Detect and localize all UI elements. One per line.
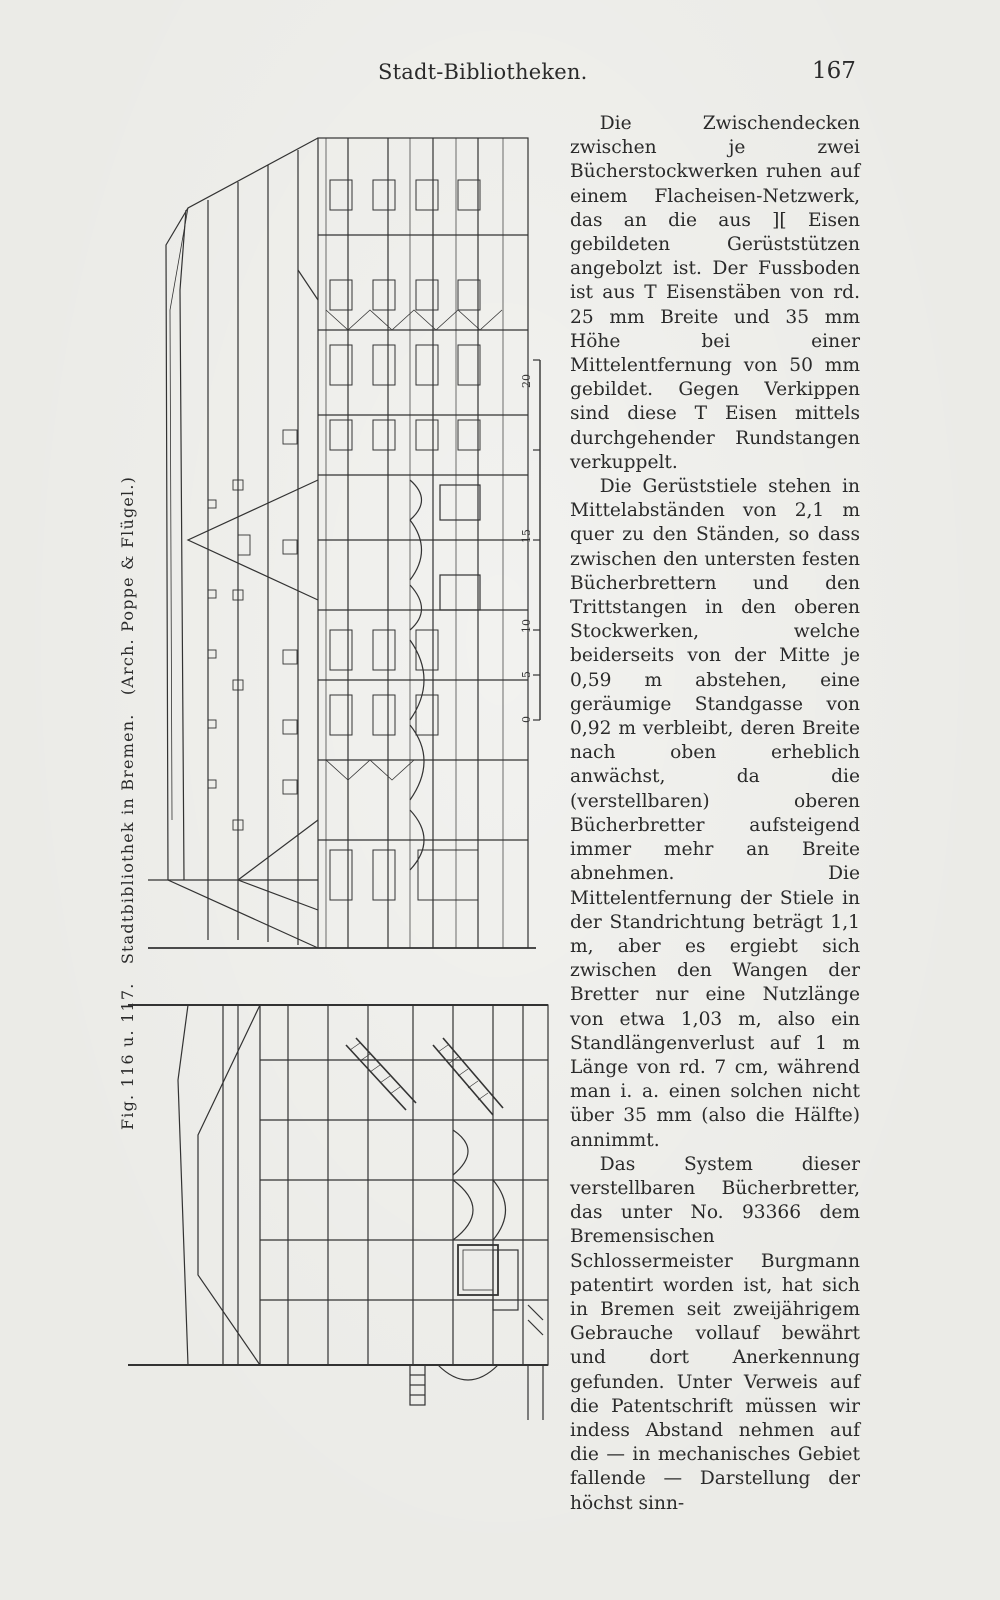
figure-caption-title: Stadtbibliothek in Bremen. <box>118 713 137 965</box>
page-number: 167 <box>812 58 856 84</box>
scale-label-5: 5 <box>520 671 533 678</box>
paragraph-3: Das System dieser verstellbaren Bücherbretter, das unter No. 93366 dem Bremensischen Schlossermeister Burgmann patentirt worden ist, hat sich in Bremen seit zweijährigem Gebrauche vollauf bewährt und dort Anerkennung gefunden. Unter Verweis auf die Patentschrift müssen wir indess Abstand nehmen auf die — in mechanisches Gebiet fallende — Darstellung der höchst sinn- <box>570 1153 860 1514</box>
scale-label-10: 10 <box>520 619 533 633</box>
scale-label-15: 15 <box>520 529 533 543</box>
figure-caption-credit: (Arch. Poppe & Flügel.) <box>118 475 137 696</box>
running-head: Stadt-Bibliotheken. <box>378 60 588 84</box>
scale-label-20: 20 <box>520 374 533 388</box>
library-section-drawing <box>88 120 558 1470</box>
body-text-column <box>570 112 860 1516</box>
paragraph-2: Die Gerüststiele stehen in Mittelabständen von 2,1 m quer zu den Ständen, so dass zwischen den untersten festen Bücherbrettern und den Trittstangen in den oberen Stockwerken, welche beiderseits von der Mitte je 0,59 m abstehen, eine geräumige Standgasse von 0,92 m verbleibt, deren Breite nach oben erheblich anwächst, da die (verstellbaren) oberen Bücherbretter aufsteigend immer mehr an Breite abnehmen. Die Mittelentfernung der Stiele in der Standrichtung beträgt 1,1 m, aber es ergiebt sich zwischen den Wangen der Bretter nur eine Nutzlänge von etwa 1,03 m, also ein Standlängenverlust auf 1 m Länge von rd. 7 cm, während man i. a. einen solchen nicht über 35 mm (also die Hälfte) annimmt. <box>570 476 860 1151</box>
scale-label-0: 0 <box>520 716 533 723</box>
figure-caption-label: Fig. 116 u. 117. <box>118 982 137 1130</box>
figure-117-drawing <box>128 1005 548 1420</box>
figure-116-drawing <box>148 138 540 948</box>
paragraph-1: Die Zwischendecken zwischen je zwei Bücherstockwerken ruhen auf einem Flacheisen-Netzwerk, das an die aus ][ Eisen gebildeten Gerüststützen angebolzt ist. Der Fussboden ist aus T Eisenstäben von rd. 25 mm Breite und 35 mm Höhe bei einer Mittelentfernung von 50 mm gebildet. Gegen Verkippen sind diese T Eisen mittels durchgehender Rundstangen verkuppelt. <box>570 113 860 473</box>
